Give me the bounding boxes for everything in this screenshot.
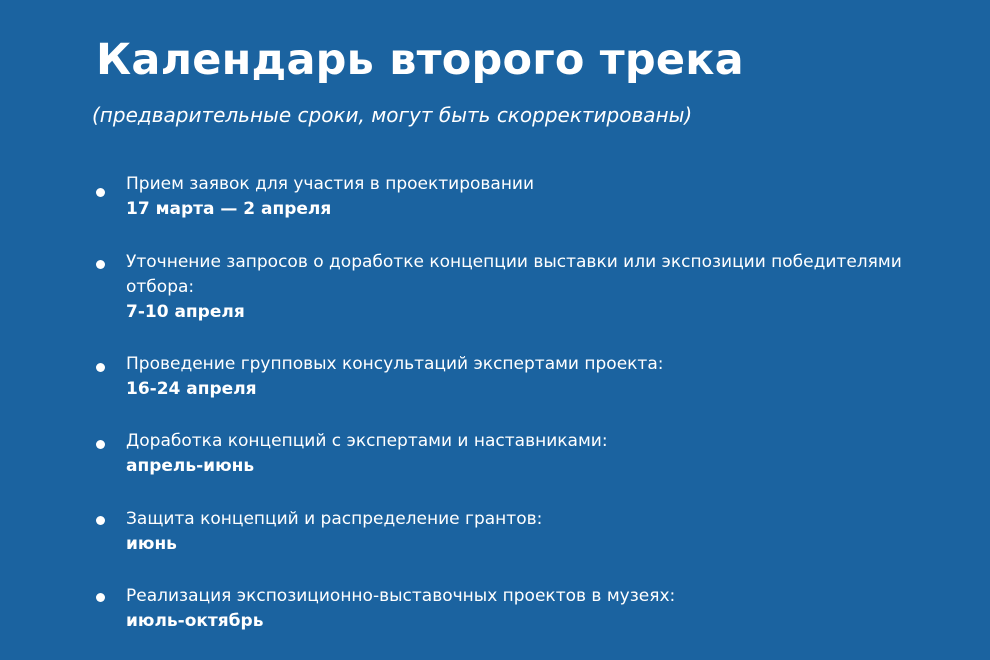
timeline-item-text (126, 352, 946, 402)
bullet-icon (96, 593, 105, 602)
bullet-icon (96, 188, 105, 197)
timeline-item-text (126, 584, 946, 634)
timeline-item-description: Проведение групповых консультаций экспертами проекта: (126, 354, 664, 374)
timeline-item-date: 17 марта — 2 апреля (126, 199, 332, 219)
timeline-item-description: Уточнение запросов о доработке концепции выставки или экспозиции победителями отбора: (126, 252, 902, 297)
timeline-item-text (126, 507, 946, 557)
bullet-icon (96, 516, 105, 525)
timeline-item-description: Реализация экспозиционно-выставочных проектов в музеях: (126, 586, 676, 606)
timeline-item-description: Прием заявок для участия в проектировании (126, 174, 535, 194)
timeline-item-date: 16-24 апреля (126, 379, 257, 399)
timeline-item-text (126, 429, 946, 479)
bullet-icon (96, 363, 105, 372)
timeline-item-description: Доработка концепций с экспертами и наставниками: (126, 431, 608, 451)
slide-subtitle: (предварительные сроки, могут быть скорректированы) (92, 103, 693, 127)
timeline-item-date: 7-10 апреля (126, 302, 245, 322)
timeline-item-date: июнь (126, 534, 177, 554)
timeline-item-date: июль-октябрь (126, 611, 264, 631)
timeline-item-text (126, 250, 946, 325)
bullet-icon (96, 440, 105, 449)
bullet-icon (96, 260, 105, 269)
timeline-item-date: апрель-июнь (126, 456, 255, 476)
slide-title: Календарь второго трека (96, 35, 744, 85)
timeline-item-text (126, 172, 946, 222)
timeline-item-description: Защита концепций и распределение грантов: (126, 509, 543, 529)
